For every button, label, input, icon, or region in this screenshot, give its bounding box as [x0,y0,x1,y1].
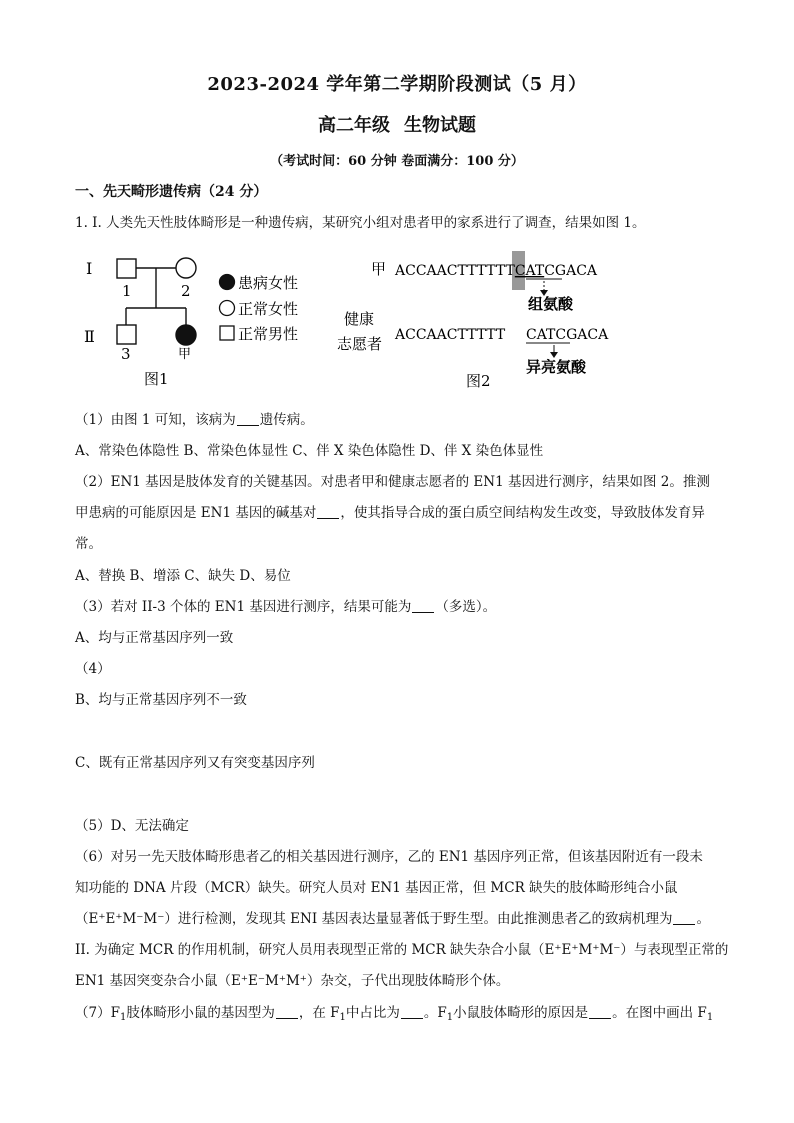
question-3-option-b: B、均与正常基因序列不一致 [75,692,247,708]
legend-normal-female-symbol [220,301,235,316]
grade-label: 高二年级 [318,115,390,136]
part-2-line-2: EN1 基因突变杂合小鼠（E⁺E⁻M⁺M⁺）杂交，子代出现肢体畸形个体。 [75,973,510,989]
question-2-line-3: 常。 [75,536,102,552]
question-2-options: A、替换 B、增添 C、缺失 D、易位 [75,568,291,584]
figure-1-caption: 图1 [144,370,169,388]
healthy-label-line-2: 志愿者 [337,335,383,353]
patient-label: 甲 [371,260,387,278]
proband-label: 甲 [178,347,192,362]
question-2-line-1: （2）EN1 基因是肢体发育的关键基因。对患者甲和健康志愿者的 EN1 基因进行测序，结果如图 2。推测 [75,474,710,490]
female-normal-i2 [176,258,196,278]
question-1-options: A、常染色体隐性 B、常染色体显性 C、伴 X 染色体隐性 D、伴 X 染色体显性 [75,443,544,459]
legend-normal-male: 正常男性 [238,325,299,343]
answer-blank[interactable] [412,598,434,613]
question-intro: 1. I. 人类先天性肢体畸形是一种遗传病，某研究小组对患者甲的家系进行了调查，结果如图 1。 [75,215,646,231]
exam-info: （考试时间：60 分钟 卷面满分：100 分） [270,154,524,169]
healthy-sequence-part-2: CATCGACA [526,327,609,343]
answer-blank[interactable] [237,411,259,426]
healthy-label-line-1: 健康 [344,310,375,328]
legend-affected-female-symbol [220,275,235,290]
answer-blank[interactable] [401,1004,423,1019]
figures [80,248,640,398]
patient-sequence: ACCAACTTTTTTCATCGACA [395,263,598,279]
individual-3-label: 3 [121,345,131,363]
answer-blank[interactable] [589,1004,611,1019]
answer-blank[interactable] [673,910,695,925]
legend-normal-female: 正常女性 [238,300,299,318]
sequence-figure [337,251,609,390]
individual-1-label: 1 [122,282,132,300]
question-3: （3）若对 II-3 个体的 EN1 基因进行测序，结果可能为 （多选）。 [75,599,497,615]
question-7: $(7)F_1$肢体畸形小鼠的基因型为 ，在 $F_1$中占比为 。$F_1$小鼠肢体畸形的原因是 。在图中画出 $F_1$ [75,1005,714,1023]
question-4: （4） [75,661,111,677]
answer-blank[interactable] [317,504,339,519]
question-6-line-1: （6）对另一先天肢体畸形患者乙的相关基因进行测序，乙的 EN1 基因序列正常，但该基因附近有一段未 [75,849,703,865]
question-6-line-3: （E⁺E⁺M⁻M⁻）进行检测，发现其 ENI 基因表达量显著低于野生型。由此推测患者乙的致病机理为 。 [75,911,710,927]
question-1: （1）由图 1 可知，该病为 遗传病。 [75,412,314,428]
patient-amino-acid: 组氨酸 [528,295,574,313]
healthy-sequence-part-1: ACCAACTTTTT [395,327,506,343]
figure-2-caption: 图2 [466,372,491,390]
healthy-amino-acid: 异亮氨酸 [526,358,587,376]
legend-affected-female: 患病女性 [238,274,299,292]
question-5: （5）D、无法确定 [75,818,189,834]
individual-2-label: 2 [181,282,191,300]
exam-subtitle [0,111,794,137]
exam-title: 2023-2024 学年第二学期阶段测试（5 月） [207,74,587,95]
section-heading: 一、先天畸形遗传病（24 分） [75,184,268,200]
pedigree-figure [84,258,298,388]
question-3-option-c: C、既有正常基因序列又有突变基因序列 [75,755,315,771]
subject-label: 生物试题 [404,115,476,136]
male-normal-ii3 [117,325,136,344]
question-3-option-a: A、均与正常基因序列一致 [75,630,234,646]
generation-2-label: Ⅱ [84,327,95,346]
question-2-line-2: 甲患病的可能原因是 EN1 基因的碱基对 ，使其指导合成的蛋白质空间结构发生改变，导致肢体发育异 [75,505,705,521]
male-normal-i1 [117,259,136,278]
generation-1-label: I [86,259,93,278]
legend-normal-male-symbol [220,326,234,340]
answer-blank[interactable] [276,1004,298,1019]
female-affected-proband [176,325,196,345]
figure-svg [80,248,640,398]
part-2-line-1: II. 为确定 MCR 的作用机制，研究人员用表现型正常的 MCR 缺失杂合小鼠（E⁺E⁺M⁺M⁻）与表现型正常的 [75,942,729,958]
question-6-line-2: 知功能的 DNA 片段（MCR）缺失。研究人员对 EN1 基因正常，但 MCR 缺失的肢体畸形纯合小鼠 [75,880,678,896]
